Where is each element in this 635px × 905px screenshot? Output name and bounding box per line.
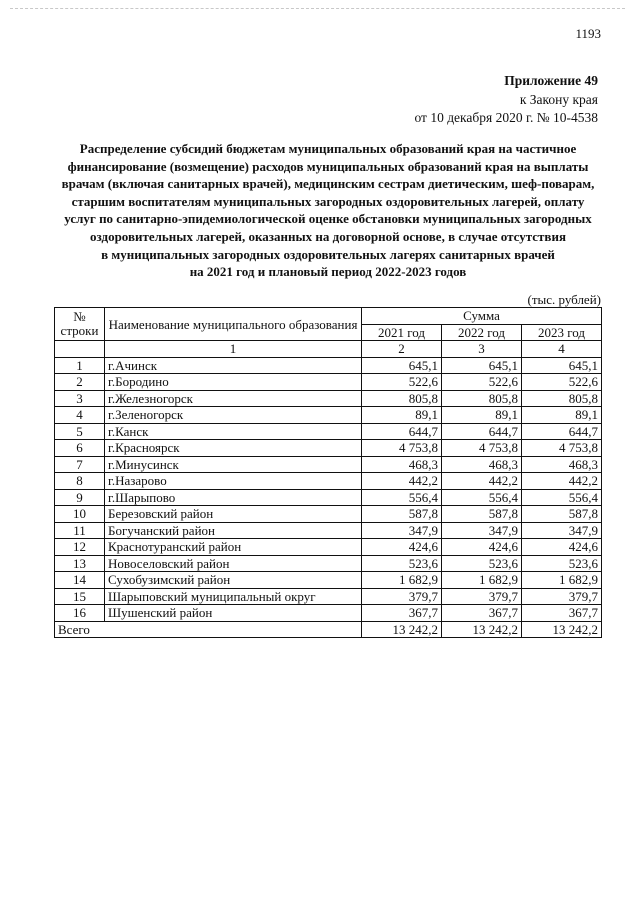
table-body	[55, 357, 602, 621]
appendix-title: Приложение 49	[504, 73, 598, 88]
total-2023: 13 242,2	[522, 621, 602, 638]
value-2022: 367,7	[442, 605, 522, 622]
value-2023: 1 682,9	[522, 572, 602, 589]
value-2021: 367,7	[362, 605, 442, 622]
table-row	[55, 605, 602, 622]
table-row	[55, 588, 602, 605]
header-num-symbol: №	[73, 309, 86, 324]
value-2023: 587,8	[522, 506, 602, 523]
value-2021: 522,6	[362, 374, 442, 391]
header-year-2021: 2021 год	[362, 324, 442, 341]
table-row	[55, 456, 602, 473]
table-row	[55, 506, 602, 523]
value-2022: 347,9	[442, 522, 522, 539]
row-number: 8	[55, 473, 105, 490]
value-2023: 645,1	[522, 357, 602, 374]
appendix-law-date: от 10 декабря 2020 г. № 10-4538	[414, 110, 598, 125]
title-line: в муниципальных загородных оздоровительных лагерях санитарных врачей	[101, 246, 555, 262]
table-row	[55, 473, 602, 490]
municipality-name: Шарыповский муниципальный округ	[105, 588, 362, 605]
value-2022: 645,1	[442, 357, 522, 374]
title-line: старшим воспитателям муниципальных загородных оздоровительных лагерей, оплату	[71, 193, 585, 209]
value-2021: 645,1	[362, 357, 442, 374]
municipality-name: г.Бородино	[105, 374, 362, 391]
title-line: Распределение субсидий бюджетам муниципальных образований края на частичное	[79, 141, 577, 156]
title-line: финансирование (возмещение) расходов муниципальных образований края на выплаты	[67, 158, 589, 174]
row-number: 1	[55, 357, 105, 374]
appendix-block	[414, 72, 598, 128]
table-row	[55, 357, 602, 374]
index-cell: 1	[105, 341, 362, 358]
total-2021: 13 242,2	[362, 621, 442, 638]
row-number: 5	[55, 423, 105, 440]
value-2021: 523,6	[362, 555, 442, 572]
value-2021: 4 753,8	[362, 440, 442, 457]
value-2022: 442,2	[442, 473, 522, 490]
row-number: 14	[55, 572, 105, 589]
table-row	[55, 374, 602, 391]
table-row	[55, 423, 602, 440]
value-2021: 1 682,9	[362, 572, 442, 589]
value-2022: 1 682,9	[442, 572, 522, 589]
value-2022: 89,1	[442, 407, 522, 424]
municipality-name: Богучанский район	[105, 522, 362, 539]
value-2021: 587,8	[362, 506, 442, 523]
table-row	[55, 555, 602, 572]
value-2023: 424,6	[522, 539, 602, 556]
value-2023: 468,3	[522, 456, 602, 473]
value-2023: 556,4	[522, 489, 602, 506]
value-2022: 379,7	[442, 588, 522, 605]
index-cell: 4	[522, 341, 602, 358]
row-number: 6	[55, 440, 105, 457]
value-2022: 587,8	[442, 506, 522, 523]
value-2023: 805,8	[522, 390, 602, 407]
table-row	[55, 390, 602, 407]
value-2022: 4 753,8	[442, 440, 522, 457]
municipality-name: г.Зеленогорск	[105, 407, 362, 424]
row-number: 3	[55, 390, 105, 407]
value-2023: 89,1	[522, 407, 602, 424]
value-2023: 4 753,8	[522, 440, 602, 457]
header-year-2023: 2023 год	[522, 324, 602, 341]
header-num-word: строки	[60, 323, 99, 338]
value-2021: 805,8	[362, 390, 442, 407]
value-2023: 379,7	[522, 588, 602, 605]
municipality-name: Березовский район	[105, 506, 362, 523]
row-number: 13	[55, 555, 105, 572]
index-cell: 3	[442, 341, 522, 358]
header-row-number	[55, 308, 105, 341]
total-2022: 13 242,2	[442, 621, 522, 638]
value-2022: 644,7	[442, 423, 522, 440]
value-2022: 522,6	[442, 374, 522, 391]
title-line: врачам (включая санитарных врачей), медицинским сестрам диетическим, шеф-поварам,	[61, 176, 595, 192]
value-2021: 379,7	[362, 588, 442, 605]
title-line: оздоровительных лагерей, оказанных на договорной основе, в случае отсутствия	[90, 228, 566, 244]
value-2022: 468,3	[442, 456, 522, 473]
value-2023: 644,7	[522, 423, 602, 440]
municipality-name: Сухобузимский район	[105, 572, 362, 589]
value-2021: 347,9	[362, 522, 442, 539]
value-2023: 522,6	[522, 374, 602, 391]
value-2021: 442,2	[362, 473, 442, 490]
row-number: 15	[55, 588, 105, 605]
row-number: 9	[55, 489, 105, 506]
row-number: 12	[55, 539, 105, 556]
value-2022: 523,6	[442, 555, 522, 572]
value-2022: 424,6	[442, 539, 522, 556]
total-label: Всего	[55, 621, 362, 638]
table-row	[55, 539, 602, 556]
table-row	[55, 489, 602, 506]
municipality-name: г.Канск	[105, 423, 362, 440]
table-row	[55, 407, 602, 424]
municipality-name: Новоселовский район	[105, 555, 362, 572]
municipality-name: г.Шарыпово	[105, 489, 362, 506]
index-cell-empty	[55, 341, 105, 358]
table-header-row	[55, 308, 602, 325]
header-municipality-name: Наименование муниципального образования	[105, 308, 362, 341]
table-total-row	[55, 621, 602, 638]
value-2021: 424,6	[362, 539, 442, 556]
municipality-name: г.Железногорск	[105, 390, 362, 407]
subsidy-table	[54, 307, 602, 638]
table-row	[55, 522, 602, 539]
municipality-name: г.Красноярск	[105, 440, 362, 457]
row-number: 2	[55, 374, 105, 391]
value-2021: 89,1	[362, 407, 442, 424]
municipality-name: г.Назарово	[105, 473, 362, 490]
appendix-law-ref: к Закону края	[519, 91, 598, 107]
table-row	[55, 440, 602, 457]
row-number: 7	[55, 456, 105, 473]
page-number: 1193	[575, 26, 601, 41]
scan-top-edge	[10, 8, 625, 9]
value-2021: 644,7	[362, 423, 442, 440]
value-2022: 805,8	[442, 390, 522, 407]
value-2023: 347,9	[522, 522, 602, 539]
table-row	[55, 572, 602, 589]
row-number: 10	[55, 506, 105, 523]
title-line: услуг по санитарно-эпидемиологической оценке обстановки муниципальных загородных	[64, 211, 592, 227]
value-2021: 556,4	[362, 489, 442, 506]
value-2021: 468,3	[362, 456, 442, 473]
header-sum: Сумма	[362, 308, 602, 325]
units-label: (тыс. рублей)	[527, 292, 601, 307]
row-number: 11	[55, 522, 105, 539]
row-number: 16	[55, 605, 105, 622]
header-year-2022: 2022 год	[442, 324, 522, 341]
index-cell: 2	[362, 341, 442, 358]
municipality-name: г.Минусинск	[105, 456, 362, 473]
document-title	[48, 140, 608, 281]
municipality-name: г.Ачинск	[105, 357, 362, 374]
table-index-row	[55, 341, 602, 358]
row-number: 4	[55, 407, 105, 424]
value-2022: 556,4	[442, 489, 522, 506]
value-2023: 523,6	[522, 555, 602, 572]
municipality-name: Шушенский район	[105, 605, 362, 622]
municipality-name: Краснотуранский район	[105, 539, 362, 556]
value-2023: 367,7	[522, 605, 602, 622]
title-line: на 2021 год и плановый период 2022-2023 годов	[189, 264, 467, 280]
value-2023: 442,2	[522, 473, 602, 490]
